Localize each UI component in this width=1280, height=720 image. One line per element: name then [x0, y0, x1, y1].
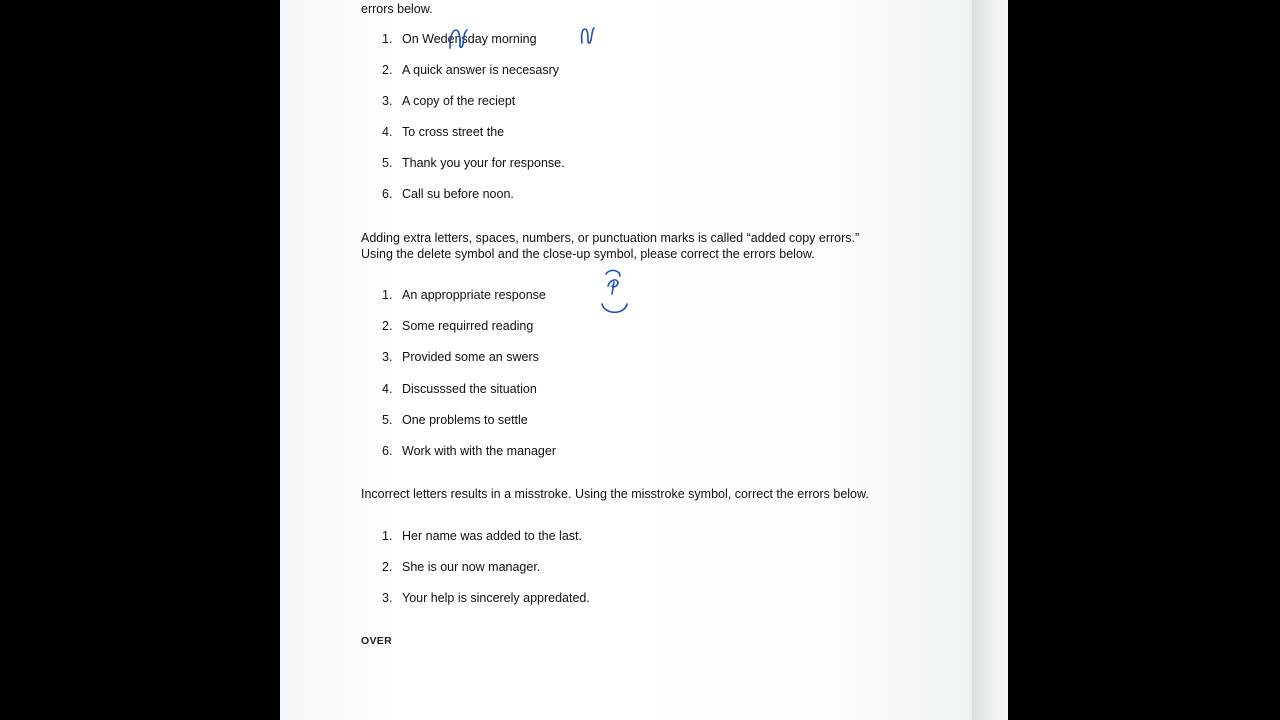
item-number: 1. — [382, 32, 393, 46]
list-item — [382, 560, 540, 574]
item-number: 4. — [382, 382, 393, 396]
item-number: 1. — [382, 288, 393, 302]
item-number: 3. — [382, 591, 393, 605]
item-text: One problems to settle — [402, 413, 528, 427]
list-item — [382, 94, 515, 108]
item-text: Thank you your for response. — [402, 156, 565, 170]
list-item — [382, 529, 582, 543]
item-text: Call su before noon. — [402, 187, 514, 201]
list-item — [382, 382, 537, 396]
item-text: Provided some an swers — [402, 350, 539, 364]
item-number: 1. — [382, 529, 393, 543]
item-text: Work with with the manager — [402, 444, 556, 458]
item-number: 6. — [382, 187, 393, 201]
item-number: 2. — [382, 560, 393, 574]
list-item — [382, 350, 539, 364]
item-number: 2. — [382, 63, 393, 77]
list-item — [382, 591, 590, 605]
item-number: 4. — [382, 125, 393, 139]
item-text: Discusssed the situation — [402, 382, 537, 396]
item-text: A copy of the reciept — [402, 94, 516, 108]
list-item — [382, 63, 559, 77]
item-text: Her name was added to the last. — [402, 529, 582, 543]
item-number: 5. — [382, 156, 393, 170]
misstroke-instructions: Incorrect letters results in a misstroke. Using the misstroke symbol, correct the errors below. — [361, 487, 869, 501]
item-number: 6. — [382, 444, 393, 458]
delete-close-up-mark-icon — [596, 266, 634, 320]
item-text: She is our now manager. — [402, 560, 541, 574]
item-number: 3. — [382, 94, 393, 108]
list-item — [382, 444, 556, 458]
list-item — [382, 187, 514, 201]
item-text: A quick answer is necesasry — [402, 63, 560, 77]
list-item — [382, 125, 504, 139]
item-text: On Wedensday morning — [402, 32, 537, 46]
item-text: Some requirred reading — [402, 319, 534, 333]
intro-tail-text: errors below. — [361, 2, 433, 16]
list-item — [382, 319, 533, 333]
list-item — [382, 156, 565, 170]
transpose-symbol-icon — [578, 25, 598, 47]
item-text: Your help is sincerely appredated. — [402, 591, 590, 605]
paper-edge — [972, 0, 1008, 720]
item-text: To cross street the — [402, 125, 505, 139]
item-number: 5. — [382, 413, 393, 427]
added-copy-errors-instructions: Adding extra letters, spaces, numbers, or punctuation marks is called “added copy errors.” Using the delete symbol and the close-up symbol, please correct the errors below. — [361, 231, 860, 261]
list-item — [382, 288, 546, 302]
transpose-mark-icon — [446, 24, 474, 52]
item-number: 2. — [382, 319, 393, 333]
item-text: An approppriate response — [402, 288, 546, 302]
footer-over-label: OVER — [361, 635, 392, 647]
item-number: 3. — [382, 350, 393, 364]
list-item — [382, 413, 528, 427]
